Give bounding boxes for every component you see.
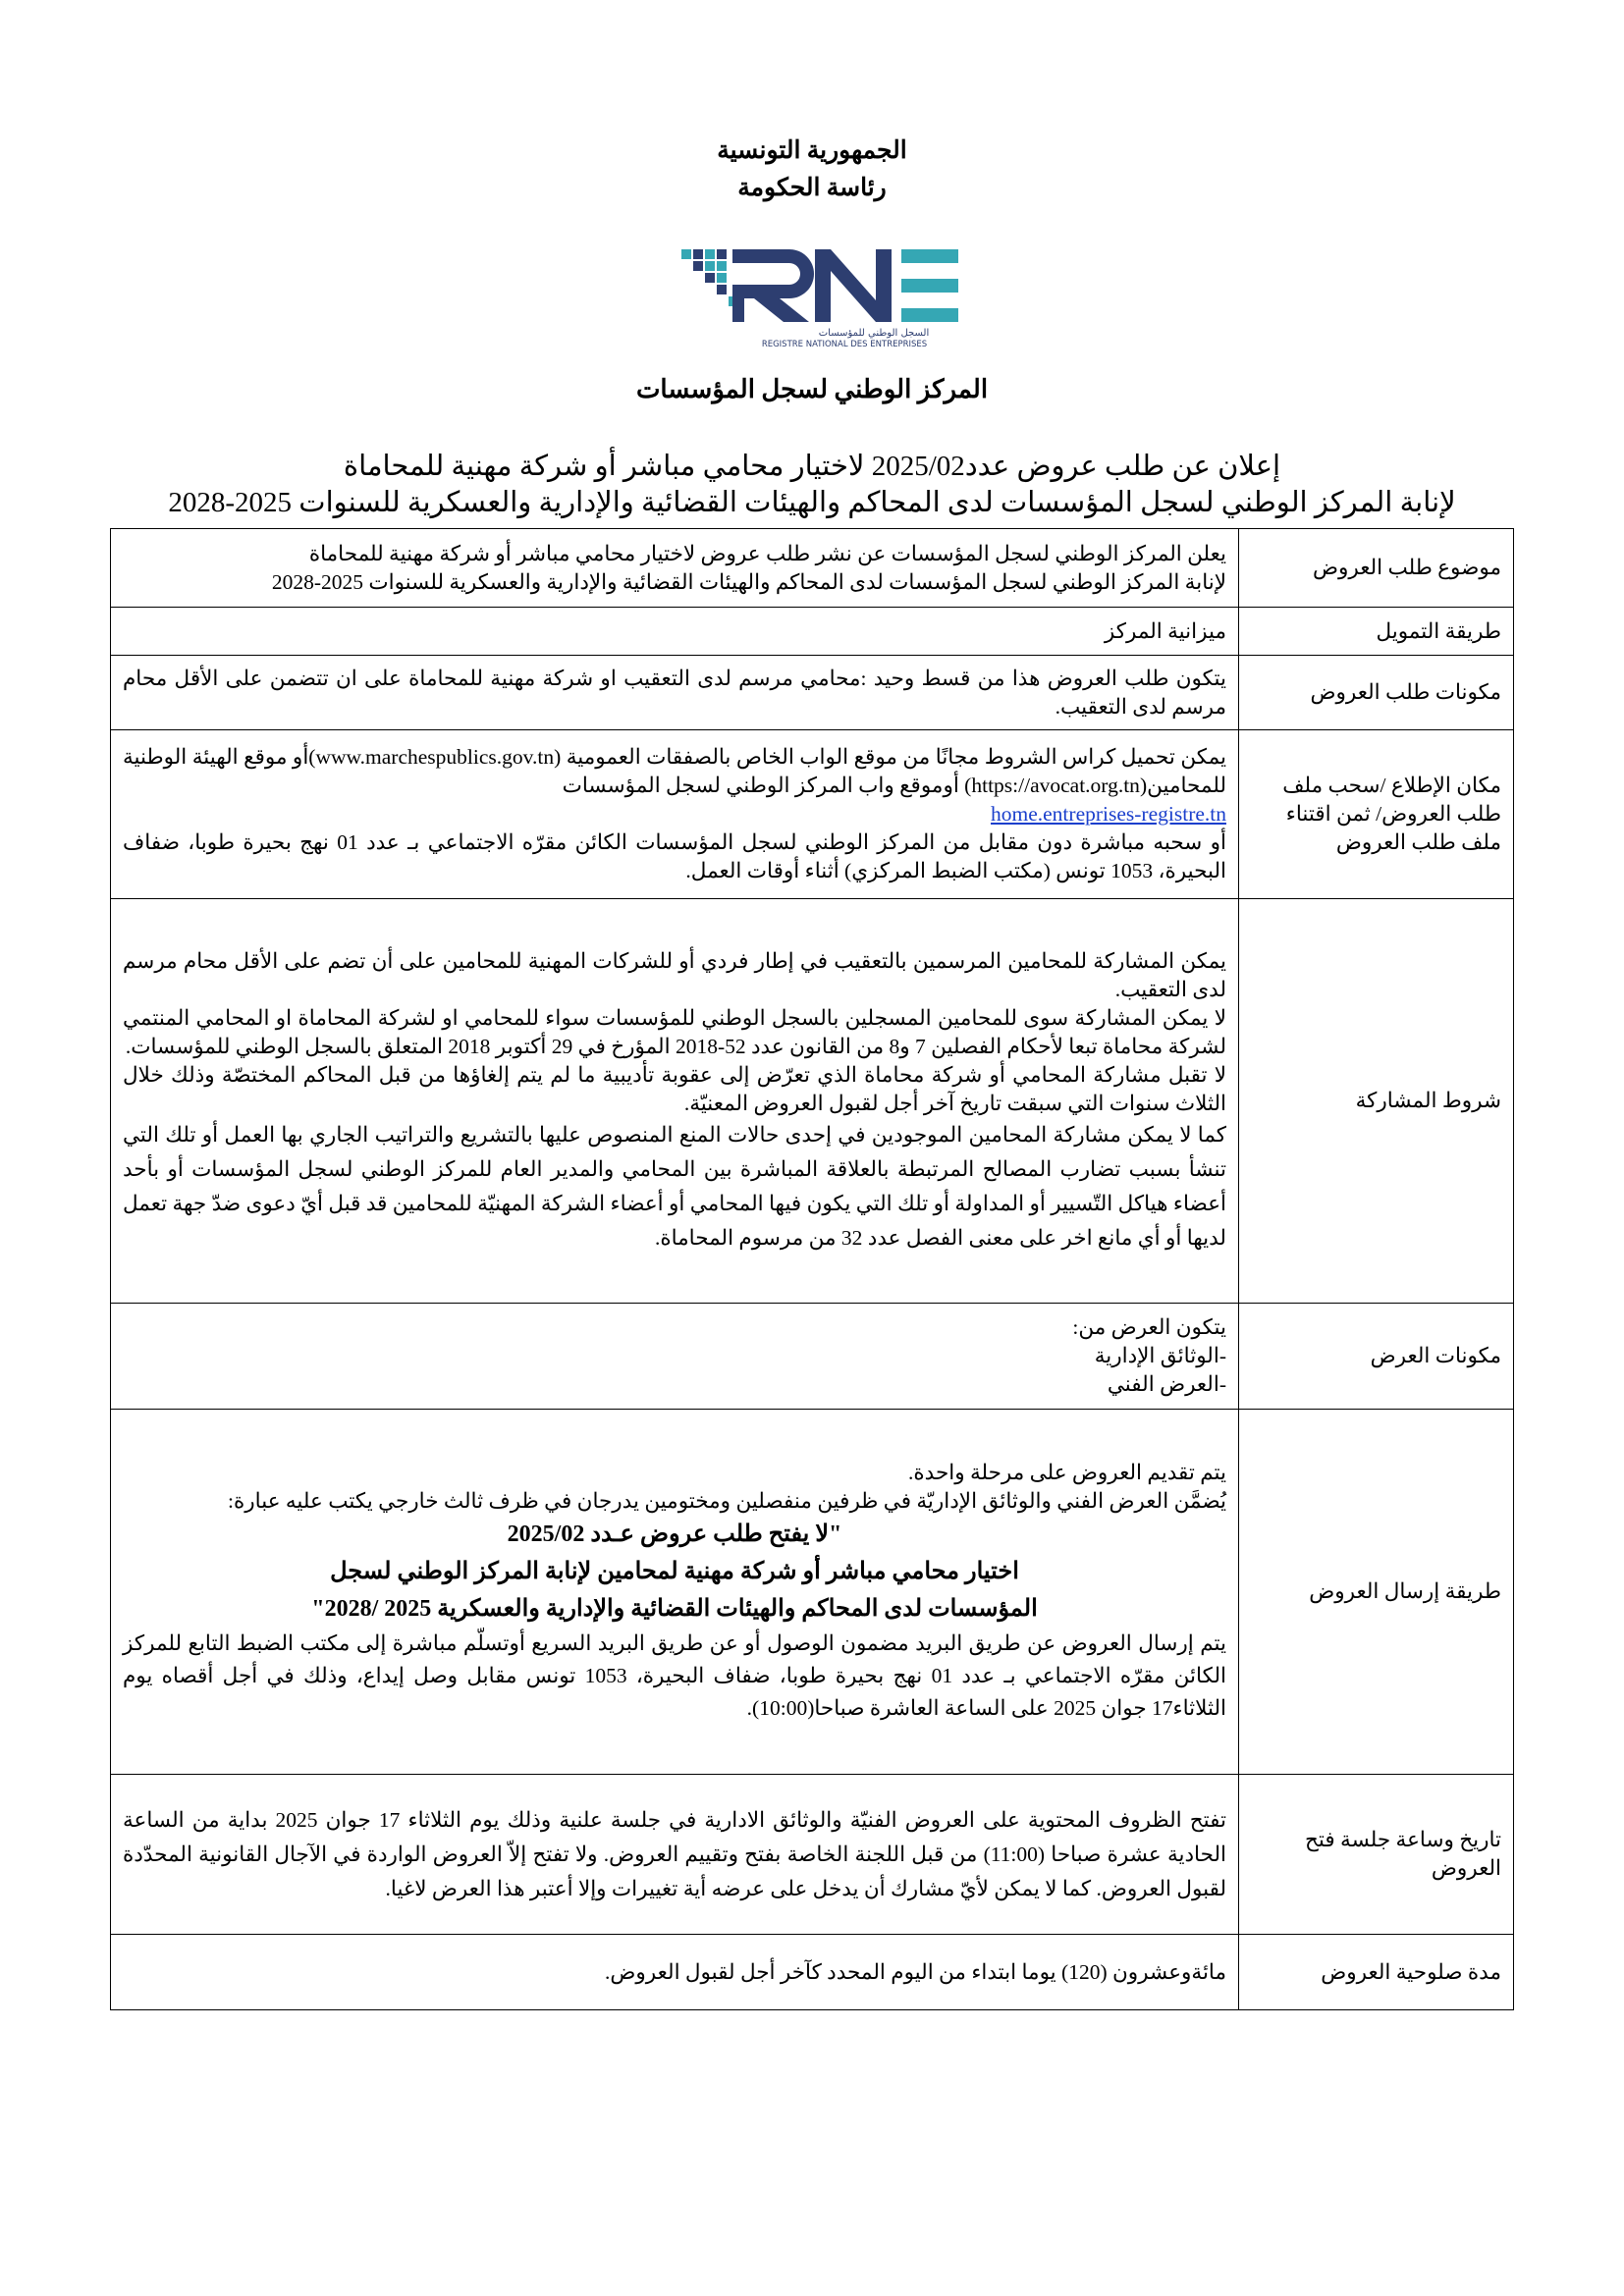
tender-info-table: [110, 528, 1514, 2010]
value-paragraph: كما لا يمكن مشاركة المحامين الموجودين في إحدى حالات المنع المنصوص عليها بالتشريع والتراتيب الجاري بها العمل أو تلك التي تنشأ بسبب تضارب المصالح المرتبطة بالعلاقة المباشرة بين المحامي والمدير العام للمركز الوطني لسجل المؤسسات أو بأحد أعضاء هياكل التّسيير أو المداولة أو تلك التي يكون فيها المحامي أو أعضاء الشركة المهنيّة للمحامين قد قبل أيّ دعوى ضدّ جهة تعمل لديها أو أي مانع اخر على معنى الفصل عدد 32 من مرسوم المحاماة.: [123, 1122, 1226, 1250]
row-value: يتكون طلب العروض هذا من قسط وحيد :محامي مرسم لدى التعقيب او شركة مهنية للمحاماة على ان تتضمن على الأقل محام مرسم لدى التعقيب.: [111, 656, 1239, 730]
row-value: مائةوعشرون (120) يوما ابتداء من اليوم المحدد كآخر أجل لقبول العروض.: [111, 1935, 1239, 2010]
table-row: [111, 730, 1514, 899]
table-row: [111, 1304, 1514, 1410]
row-label: طريقة إرسال العروض: [1239, 1410, 1514, 1775]
value-paragraph: لا تقبل مشاركة المحامي أو شركة محاماة الذي تعرّض إلى عقوبة تأديبية ما لم يتم إلغاؤها من قبل المحاكم المختصّة وذلك خلال الثلاث سنوات التي سبقت تاريخ آخر أجل لقبول العروض المعنيّة.: [123, 1062, 1226, 1115]
value-paragraph: يتم تقديم العروض على مرحلة واحدة.: [908, 1461, 1226, 1484]
header: [0, 133, 1624, 207]
envelope-label-line: المؤسسات لدى المحاكم والهيئات القضائية والإدارية والعسكرية 2025 /2028": [311, 1596, 1038, 1622]
table-row: [111, 1935, 1514, 2010]
value-paragraph: يُضمَّن العرض الفني والوثائق الإداريّة في ظرفين منفصلين ومختومين يدرجان في ظرف ثالث خارجي يكتب عليه عبارة:: [228, 1489, 1226, 1513]
org-title: المركز الوطني لسجل المؤسسات: [635, 375, 989, 403]
row-label: شروط المشاركة: [1239, 899, 1514, 1304]
table-row: [111, 1775, 1514, 1935]
envelope-label-line: اختيار محامي مباشر أو شركة مهنية لمحامين لإنابة المركز الوطني لسجل: [330, 1559, 1019, 1584]
value-paragraph: يمكن تحميل كراس الشروط مجانًا من موقع الواب الخاص بالصفقات العمومية (www.marchespublics.gov.tn)أو موقع الهيئة الوطنية للمحامين(https://avocat.org.tn) أوموقع واب المركز الوطني لسجل المؤسسات: [123, 745, 1226, 797]
rne-logo: [677, 243, 962, 349]
value-line: -العرض الفني: [1107, 1372, 1226, 1396]
table-row: [111, 656, 1514, 730]
announcement-line-1: إعلان عن طلب عروض عدد2025/02 لاختيار محامي مباشر أو شركة مهنية للمحاماة: [343, 451, 1281, 482]
row-value: [111, 1304, 1239, 1410]
value-paragraph: أو سحبه مباشرة دون مقابل من المركز الوطني لسجل المؤسسات الكائن مقرّه الاجتماعي بـ عدد 01 نهج بحيرة طوبا، ضفاف البحيرة، 1053 تونس (مكتب الضبط المركزي) أثناء أوقات العمل.: [123, 830, 1226, 882]
table-row: [111, 608, 1514, 656]
announcement: [147, 449, 1477, 521]
row-value: ميزانية المركز: [111, 608, 1239, 656]
value-paragraph: لا يمكن المشاركة سوى للمحامين المسجلين بالسجل الوطني للمؤسسات سواء للمحامي او لشركة المحاماة او المحامي المنتمي لشركة محاماة تبعا لأحكام الفصلين 7 و8 من القانون عدد 52-2018 المؤرخ في 29 أكتوبر 2018 المتعلق بالسجل الوطني للمؤسسات.: [123, 1005, 1226, 1058]
row-label: موضوع طلب العروض: [1239, 529, 1514, 608]
table-row: [111, 899, 1514, 1304]
row-value: [111, 529, 1239, 608]
value-line: لإنابة المركز الوطني لسجل المؤسسات لدى المحاكم والهيئات القضائية والإدارية والعسكرية للسنوات 2025-2028: [271, 569, 1226, 594]
row-label: مكونات طلب العروض: [1239, 656, 1514, 730]
table-row: [111, 1410, 1514, 1775]
row-value: [111, 730, 1239, 899]
row-value: [111, 1410, 1239, 1775]
envelope-label-line: "لا يفتح طلب عروض عـدد 2025/02: [507, 1522, 842, 1547]
svg-text:REGISTRE NATIONAL DES ENTREPRI: REGISTRE NATIONAL DES ENTREPRISES: [761, 340, 928, 349]
row-label: مكان الإطلاع /سحب ملف طلب العروض/ ثمن اقتناء ملف طلب العروض: [1239, 730, 1514, 899]
svg-text:السجل الوطني للمؤسسات: السجل الوطني للمؤسسات: [818, 328, 930, 339]
row-label: تاريخ وساعة جلسة فتح العروض: [1239, 1775, 1514, 1935]
value-line: يتكون العرض من:: [1072, 1315, 1226, 1339]
row-label: مدة صلوحية العروض: [1239, 1935, 1514, 2010]
registry-website-link[interactable]: home.entreprises-registre.tn: [991, 802, 1226, 826]
row-value: تفتح الظروف المحتوية على العروض الفنيّة والوثائق الادارية في جلسة علنية وذلك يوم الثلاثاء 17 جوان 2025 بداية من الساعة الحادية عشرة صباحا (11:00) من قبل اللجنة الخاصة بفتح وتقييم العروض. ولا تفتح إلاّ العروض الواردة في الآجال القانونية المحدّدة لقبول العروض. كما لا يمكن لأيّ مشارك أن يدخل على عرضه أية تغييرات وإلا أعتبر هذا العرض لاغيا.: [111, 1775, 1239, 1935]
row-label: مكونات العرض: [1239, 1304, 1514, 1410]
table-row: [111, 529, 1514, 608]
header-republic: الجمهورية التونسية: [717, 137, 907, 164]
row-value: [111, 899, 1239, 1304]
value-line: يعلن المركز الوطني لسجل المؤسسات عن نشر طلب عروض لاختيار محامي مباشر أو شركة مهنية للمحاماة: [308, 541, 1226, 565]
value-line: -الوثائق الإدارية: [1094, 1344, 1226, 1367]
announcement-line-2: لإنابة المركز الوطني لسجل المؤسسات لدى المحاكم والهيئات القضائية والإدارية والعسكرية للسنوات 2025-2028: [168, 487, 1456, 518]
header-presidency: رئاسة الحكومة: [737, 175, 887, 201]
value-paragraph: يمكن المشاركة للمحامين المرسمين بالتعقيب في إطار فردي أو للشركات المهنية للمحامين على أن تضم على الأقل محام مرسم لدى التعقيب.: [123, 948, 1226, 1001]
value-paragraph: يتم إرسال العروض عن طريق البريد مضمون الوصول أو عن طريق البريد السريع أوتسلّم مباشرة إلى مكتب الضبط التابع للمركز الكائن مقرّه الاجتماعي بـ عدد 01 نهج بحيرة طوبا، ضفاف البحيرة، 1053 تونس مقابل وصل إيداع، وذلك في أجل أقصاه يوم الثلاثاء17 جوان 2025 على الساعة العاشرة صباحا(10:00).: [123, 1631, 1226, 1720]
row-label: طريقة التمويل: [1239, 608, 1514, 656]
